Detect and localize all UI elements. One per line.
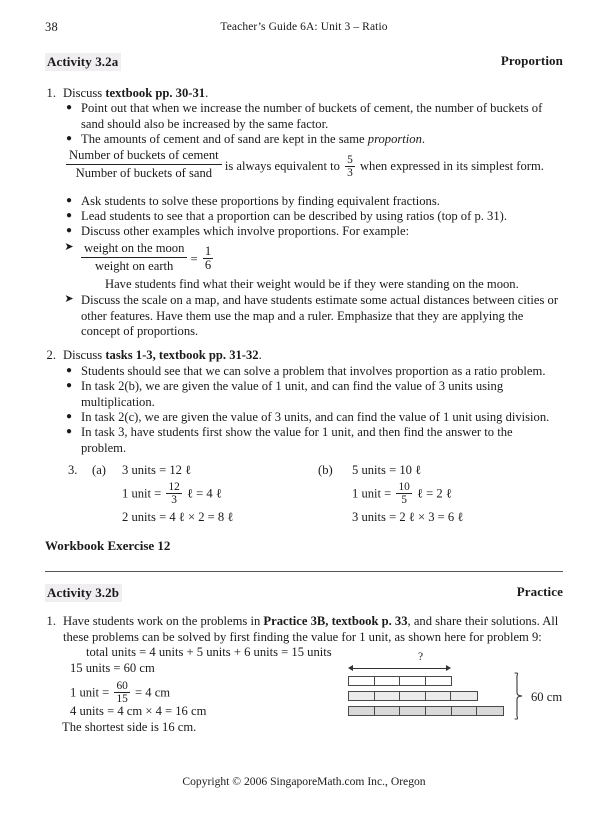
item-2-lead-bold: tasks 1-3, textbook pp. 31-32 <box>105 348 259 362</box>
bullet-point <box>64 379 534 410</box>
activity-3-2b-label: Activity 3.2b <box>45 584 122 602</box>
part-label: (a) <box>92 463 106 477</box>
arrow-bullet-icon: ➤ <box>64 293 74 305</box>
fraction-denominator: 5 <box>401 494 407 507</box>
list-item-1 <box>40 86 570 102</box>
fraction-numerator: 60 <box>116 680 128 692</box>
work-line <box>352 481 463 507</box>
one-sixth-fraction <box>203 245 213 273</box>
bar-unit-cell <box>452 707 478 715</box>
fraction-denominator: 3 <box>171 494 177 507</box>
map-example-text: Discuss the scale on a map, and have students estimate some actual distances between cities or other features. Have them use the map and a ruler. Emphasize that they are applying the concept of proportions. <box>81 293 559 339</box>
work-line-pre: 1 unit = <box>70 685 110 700</box>
work-line-post: ℓ = 2 ℓ <box>417 486 452 501</box>
practice-work-line-1: total units = 4 units + 5 units + 6 units = 15 units <box>86 645 332 659</box>
ten-fifths-fraction <box>396 481 411 507</box>
work-line: 3 units = 12 ℓ <box>122 463 192 477</box>
task-3-part-a-work <box>122 460 233 528</box>
practice-text-bold: Practice 3B, textbook p. 33 <box>263 614 408 628</box>
bullet-text: In task 2(b), we are given the value of 1 unit, and can find the value of 3 units using multiplication. <box>81 379 504 409</box>
bullet-text: Discuss other examples which involve proportions. For example: <box>81 224 410 238</box>
bullet-dot-icon: ● <box>65 102 73 113</box>
workbook-exercise-heading: Workbook Exercise 12 <box>45 538 171 553</box>
bullet-point <box>64 364 564 380</box>
work-line: 3 units = 2 ℓ × 3 = 6 ℓ <box>352 509 464 524</box>
practice-work-line-5: The shortest side is 16 cm. <box>62 720 197 734</box>
bullet-text: In task 3, have students first show the value for 1 unit, and then find the answer to the problem. <box>81 425 513 455</box>
bar-unit-cell <box>375 677 401 685</box>
task-3-part-b-label <box>318 460 333 481</box>
bar-unit-cell <box>400 692 426 700</box>
bullet-text: In task 2(c), we are given the value of 3 units, and can find the value of 1 unit using division. <box>81 410 550 424</box>
running-head-title: Teacher’s Guide 6A: Unit 3 – Ratio <box>220 21 388 33</box>
task-3-part-b-work <box>352 460 463 528</box>
bullet-point <box>64 101 564 132</box>
practice-work-line-4: 4 units = 4 cm × 4 = 16 cm <box>70 704 207 718</box>
task-3-part-a-label <box>92 460 106 481</box>
bullet-text: Lead students to see that a proportion can be described by using ratios (top of p. 31). <box>81 209 507 223</box>
fraction-numerator: 5 <box>347 153 353 166</box>
bar-unit-cell <box>375 692 401 700</box>
item-2-lead-tail: . <box>258 348 262 362</box>
curly-brace-icon <box>512 672 526 720</box>
fraction-numerator: weight on the moon <box>81 241 187 258</box>
bar-unit-cell <box>375 707 401 715</box>
section-divider <box>45 571 563 572</box>
page-number: 38 <box>45 20 58 34</box>
bar-unit-cell <box>349 692 375 700</box>
bullet-point <box>64 410 564 426</box>
fraction-denominator: 15 <box>116 693 128 706</box>
bar-unit-cell <box>400 677 426 685</box>
part-label: (b) <box>318 463 333 477</box>
bullet-point <box>64 425 524 456</box>
bar-unit-cell <box>477 707 503 715</box>
work-line-post: ℓ = 4 ℓ <box>187 486 222 501</box>
item-2-lead <box>63 348 570 364</box>
item-number: 2. <box>46 348 56 362</box>
bullet-text <box>81 132 564 148</box>
bullet-dot-icon: ● <box>65 133 73 144</box>
item-number: 1. <box>46 86 56 100</box>
item-1-lead <box>63 86 570 102</box>
arrow-shaft <box>351 668 448 669</box>
activity-3-2b-topic: Practice <box>516 584 563 599</box>
fraction-numerator: 10 <box>398 481 410 493</box>
arrow-bullet-icon: ➤ <box>64 241 74 253</box>
bar-model-diagram <box>340 652 580 722</box>
copyright-footer: Copyright © 2006 SingaporeMath.com Inc., Oregon <box>182 775 426 788</box>
activity-3-2a-topic: Proportion <box>500 53 563 68</box>
bar-row-6-units <box>348 706 504 716</box>
bar-unit-cell <box>426 677 452 685</box>
bar-unit-cell <box>451 692 477 700</box>
arrow-head-right-icon <box>446 665 451 671</box>
work-line-post: = 4 cm <box>135 685 171 700</box>
fraction-numerator: Number of buckets of cement <box>66 148 222 165</box>
bullet-text-pre: The amounts of cement and of sand are kept in the same <box>81 132 368 146</box>
bullet-text: Ask students to solve these proportions by finding equivalent fractions. <box>81 194 440 208</box>
work-line: 5 units = 10 ℓ <box>352 463 422 477</box>
activity-3-2b-heading-row <box>45 584 563 602</box>
practice-text-pre: Have students work on the problems in <box>63 614 264 628</box>
bullet-dot-icon: ● <box>65 210 73 221</box>
twelve-thirds-fraction <box>166 481 181 507</box>
item-1-lead-tail: . <box>205 86 209 100</box>
proportion-middle-text: is always equivalent to <box>224 158 340 173</box>
bullet-text: Students should see that we can solve a problem that involves proportion as a ratio problem. <box>81 364 546 378</box>
fraction-denominator: Number of buckets of sand <box>75 165 213 180</box>
bullet-point <box>64 209 564 225</box>
moon-example-followup: Have students find what their weight would be if they were standing on the moon. <box>105 277 519 291</box>
brace-label-60cm: 60 cm <box>531 690 563 704</box>
proportion-tail-text: when expressed in its simplest form. <box>359 158 544 173</box>
bullet-text-italic: proportion <box>367 132 422 146</box>
bullet-dot-icon: ● <box>65 225 73 236</box>
task-3-number <box>68 460 77 481</box>
practice-work-line-2: 15 units = 60 cm <box>70 661 155 675</box>
unknown-question-mark: ? <box>418 651 424 663</box>
bullet-point <box>64 224 564 240</box>
moon-example-equation <box>81 241 564 274</box>
bullet-point <box>64 132 564 148</box>
bullet-dot-icon: ● <box>65 380 73 391</box>
fraction-numerator: 1 <box>204 243 212 258</box>
work-line <box>122 481 233 507</box>
fraction-numerator: 12 <box>168 481 180 493</box>
practice-text-post: , and share their solutions. All these problems can be solved by first finding the value for 1 unit, as shown here for problem 9: <box>63 614 559 644</box>
item-2-lead-plain: Discuss <box>63 348 106 362</box>
bar-unit-cell <box>426 707 452 715</box>
bullet-text: Point out that when we increase the number of buckets of cement, the number of buckets of sand should also be increased by the same factor. <box>81 101 543 131</box>
practice-item-text <box>63 614 568 645</box>
item-1-lead-plain: Discuss <box>63 86 106 100</box>
activity-3-2a-label: Activity 3.2a <box>45 53 121 71</box>
span-arrow <box>348 664 451 673</box>
practice-work-line-3 <box>70 680 170 706</box>
bullet-text-post: . <box>421 132 426 146</box>
proportion-statement <box>66 148 566 181</box>
bar-unit-cell <box>426 692 452 700</box>
bullet-dot-icon: ● <box>65 195 73 206</box>
moon-weight-fraction <box>81 241 187 274</box>
activity-3-2a-heading-row <box>45 53 563 71</box>
arrow-bullet-moon-example <box>64 241 564 274</box>
bullet-dot-icon: ● <box>65 426 73 437</box>
work-line-pre: 1 unit = <box>122 486 162 501</box>
item-number: 1. <box>46 614 56 628</box>
equals-sign: = <box>190 251 198 266</box>
arrow-bullet-map-example <box>64 293 564 340</box>
bar-unit-cell <box>400 707 426 715</box>
sixty-fifteenths-fraction <box>114 680 129 706</box>
bar-unit-cell <box>349 677 375 685</box>
buckets-word-fraction <box>66 148 222 181</box>
bullet-dot-icon: ● <box>65 365 73 376</box>
work-line-pre: 1 unit = <box>352 486 392 501</box>
list-item-1-practice <box>40 614 568 645</box>
five-thirds-fraction <box>345 154 355 180</box>
task-number: 3. <box>68 463 78 477</box>
list-item-2 <box>40 348 570 364</box>
bar-unit-cell <box>349 707 375 715</box>
bar-row-4-units <box>348 676 452 686</box>
work-line: 2 units = 4 ℓ × 2 = 8 ℓ <box>122 509 234 524</box>
bullet-dot-icon: ● <box>65 411 73 422</box>
running-head <box>0 20 608 36</box>
bullet-point <box>64 194 564 210</box>
item-1-lead-bold: textbook pp. 30-31 <box>105 86 206 100</box>
fraction-denominator: weight on earth <box>95 258 174 273</box>
fraction-denominator: 3 <box>347 166 353 179</box>
fraction-denominator: 6 <box>204 258 212 273</box>
bar-row-5-units <box>348 691 478 701</box>
